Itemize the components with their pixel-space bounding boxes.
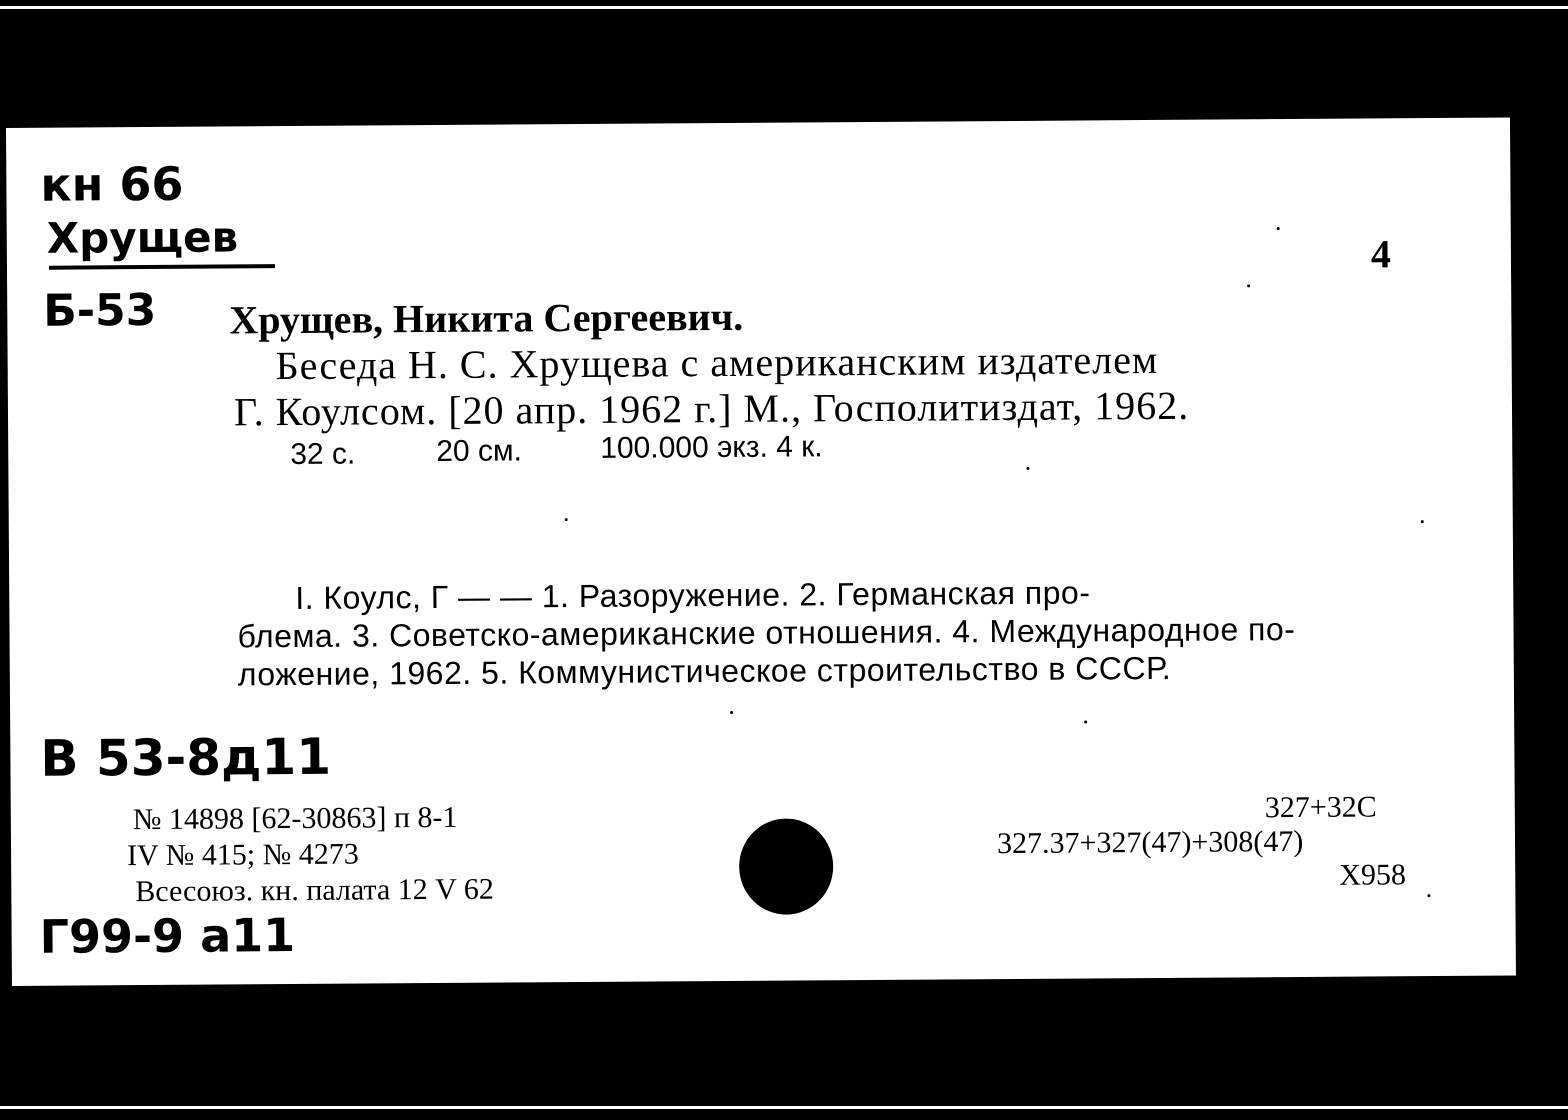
author-heading: Хрущев, Никита Сергеевич. [229,293,744,343]
speckle [1427,894,1430,897]
speckle [730,711,733,714]
speckle [1421,520,1424,523]
catalog-card [6,118,1516,986]
card-number: 4 [1370,231,1392,277]
classification-line-1: 327+32С [1264,790,1377,825]
handwritten-call-number: Б-53 [43,284,157,337]
bottom-border-line [0,1106,1568,1109]
collation-pages: 32 с. [290,437,356,472]
record-line-1: № 14898 [62-30863] п 8-1 [132,800,458,837]
tracings-line-1: I. Коулс, Г — — 1. Разоружение. 2. Германская про- [295,574,1091,616]
tracings-line-2: блема. 3. Советско-американские отношения. 4. Международное по- [237,611,1296,655]
handwritten-shelf-code: кн 66 [40,156,184,212]
speckle [565,518,568,521]
handwritten-accession-top: В 53-8д11 [40,727,332,788]
classification-line-3: Х958 [1339,858,1407,892]
top-border-line [0,6,1568,9]
tracings-line-3: ложение, 1962. 5. Коммунистическое строительство в СССР. [237,649,1172,693]
punch-hole [739,818,834,915]
classification-line-2: 327.37+327(47)+308(47) [996,824,1304,861]
speckle [1247,284,1250,287]
handwritten-underline [49,264,275,270]
collation-size: 20 см. [436,434,523,469]
record-line-2: IV № 415; № 4273 [126,837,359,873]
title-line-1: Беседа Н. С. Хрущева с американским издателем [275,336,1159,389]
collation-copies: 100.000 экз. 4 к. [600,430,823,465]
handwritten-heading: Хрущев [46,212,239,263]
speckle [1277,227,1280,230]
handwritten-accession-bottom: Г99-9 а11 [39,908,296,964]
record-line-3: Всесоюз. кн. палата 12 V 62 [135,872,494,909]
speckle [1026,467,1029,470]
speckle [1084,720,1087,723]
title-line-2: Г. Коулсом. [20 апр. 1962 г.] М., Госполитиздат, 1962. [233,382,1190,435]
